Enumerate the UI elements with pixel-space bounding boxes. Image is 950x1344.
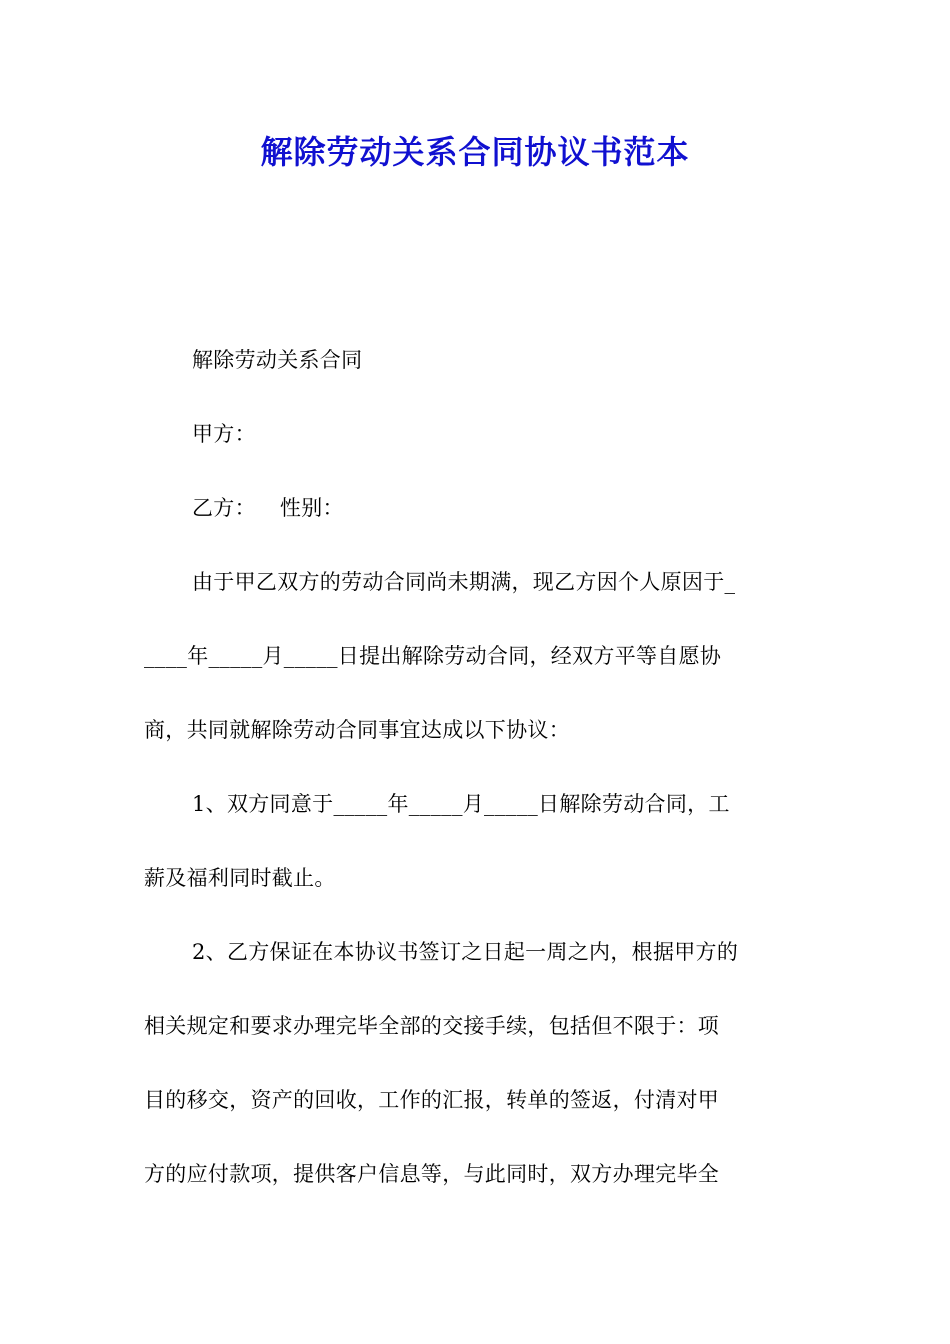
party-a-line — [144, 410, 808, 458]
preamble-line-1: 由于甲乙双方的劳动合同尚未期满，现乙方因个人原因于_ — [192, 570, 736, 594]
clause-1-line-2: 薪及福利同时截止。 — [144, 866, 336, 890]
party-b-line — [144, 484, 808, 532]
clause-2-paragraph — [144, 928, 808, 1198]
clause-2-line-4: 方的应付款项，提供客户信息等，与此同时，双方办理完毕全 — [144, 1162, 720, 1186]
party-b-label: 乙方： — [192, 496, 256, 520]
clause-2-line-3: 目的移交，资产的回收，工作的汇报，转单的签返，付清对甲 — [144, 1088, 720, 1112]
clause-1-line-1: 1、双方同意于_____年_____月_____日解除劳动合同，工 — [192, 792, 730, 816]
party-a-label: 甲方： — [192, 422, 256, 446]
clause-2-line-2: 相关规定和要求办理完毕全部的交接手续，包括但不限于：项 — [144, 1014, 720, 1038]
preamble-paragraph — [144, 558, 808, 754]
document-title: 解除劳动关系合同协议书范本 — [260, 133, 690, 171]
gender-label: 性别： — [279, 496, 344, 520]
preamble-line-2: ____年_____月_____日提出解除劳动合同，经双方平等自愿协 — [144, 644, 722, 668]
clause-1-paragraph — [144, 780, 808, 902]
clause-2-line-1: 2、乙方保证在本协议书签订之日起一周之内，根据甲方的 — [192, 940, 739, 964]
preamble-line-3: 商，共同就解除劳动合同事宜达成以下协议： — [144, 718, 570, 742]
contract-heading: 解除劳动关系合同 — [192, 348, 363, 372]
document-body — [144, 336, 808, 1224]
